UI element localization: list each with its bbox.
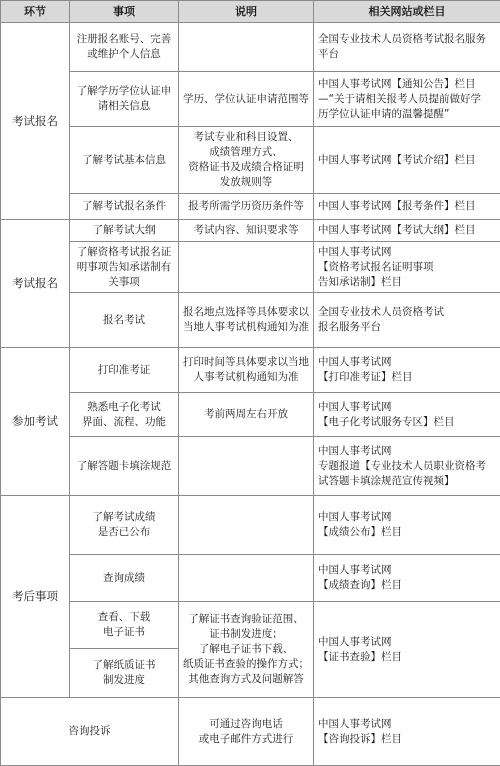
description-text: 打印时间等具体要求以当地 人事考试机构通知为准 (183, 355, 309, 385)
item-text: 报名考试 (74, 313, 174, 328)
site-text: 中国人事考试网 【咨询投诉】栏目 (318, 717, 496, 747)
header-related-site: 相关网站或栏目 (314, 1, 500, 23)
table-row (1, 293, 500, 348)
table-row (1, 194, 500, 220)
item-text: 打印准考证 (74, 363, 174, 378)
item-text: 查询成绩 (74, 571, 174, 586)
table-row (1, 127, 500, 194)
site-text: 中国人事考试网【通知公告】栏目 —“关于请相关报考人员提前做好学 历学位认证申请的温馨提醒” (318, 77, 496, 122)
site-text: 中国人事考试网【考试大纲】栏目 (318, 223, 496, 238)
item-text: 咨询投诉 (5, 724, 174, 739)
description-text: 考试专业和科目设置、 成绩管理方式、 资格证书及成绩合格证明 发放规则等 (183, 130, 309, 190)
header-description: 说明 (179, 1, 314, 23)
header-stage: 环节 (1, 1, 70, 23)
table-row (1, 555, 500, 602)
table-row (1, 437, 500, 496)
item-text: 注册报名账号、完善 或维护个人信息 (74, 32, 174, 62)
item-text: 了解考试成绩 是否已公布 (74, 510, 174, 540)
description-text: 考前两周左右开放 (183, 407, 309, 422)
table-row (1, 602, 500, 649)
item-text: 了解考试基本信息 (74, 153, 174, 168)
site-text: 中国人事考试网 【成绩公布】栏目 (318, 510, 496, 540)
stage-cell: 参加考试 (1, 348, 70, 496)
item-text: 熟悉电子化考试 界面、流程、功能 (74, 400, 174, 430)
description-text: 考试内容、知识要求等 (183, 223, 309, 238)
table-row (1, 496, 500, 555)
site-text: 中国人事考试网 【成绩查询】栏目 (318, 563, 496, 593)
site-text: 全国专业技术人员资格考试报名服务 平台 (318, 32, 496, 62)
site-text: 中国人事考试网 专题报道【专业技术人员职业资格考 试答题卡填涂规范宣传视频】 (318, 444, 496, 489)
header-row (1, 1, 500, 23)
description-text: 学历、学位认证申请范围等 (183, 92, 309, 107)
site-text: 全国专业技术人员资格考试 报名服务平台 (318, 305, 496, 335)
description-text: 了解证书查询验证范围、 证书制发进度； 了解电子证书下载、 纸质证书查验的操作方式； 其他查询方式及问题解答 (183, 612, 309, 687)
site-text: 中国人事考试网 【打印准考证】栏目 (318, 355, 496, 385)
table-row (1, 72, 500, 127)
item-text: 了解答题卡填涂规范 (74, 459, 174, 474)
item-text: 了解资格考试报名证 明事项告知承诺制有 关事项 (74, 245, 174, 290)
description-text: 报考所需学历资历条件等 (183, 199, 309, 214)
stage-cell: 考试报名 (1, 220, 70, 348)
table-row (1, 242, 500, 293)
site-text: 中国人事考试网 【资格考试报名证明事项 告知承诺制】栏目 (318, 245, 496, 290)
item-text: 了解纸质证书 制发进度 (74, 658, 174, 688)
table-row (1, 393, 500, 437)
description-text: 报名地点选择等具体要求以 当地人事考试机构通知为准 (183, 305, 309, 335)
table-row (1, 348, 500, 393)
table-row (1, 23, 500, 72)
site-text: 中国人事考试网 【电子化考试服务专区】栏目 (318, 400, 496, 430)
table-row (1, 698, 500, 766)
item-text: 了解考试大纲 (74, 223, 174, 238)
table-row (1, 220, 500, 242)
site-text: 中国人事考试网 【证书查验】栏目 (318, 635, 496, 665)
header-item: 事项 (70, 1, 179, 23)
site-text: 中国人事考试网【考试介绍】栏目 (318, 153, 496, 168)
item-text: 了解学历学位认证申 请相关信息 (74, 84, 174, 114)
stage-cell: 考试报名 (1, 23, 70, 220)
site-text: 中国人事考试网【报考条件】栏目 (318, 199, 496, 214)
stage-cell: 考后事项 (1, 496, 70, 698)
item-text: 查看、下载 电子证书 (74, 610, 174, 640)
description-text: 可通过咨询电话 或电子邮件方式进行 (183, 717, 309, 747)
item-text: 了解考试报名条件 (74, 199, 174, 214)
